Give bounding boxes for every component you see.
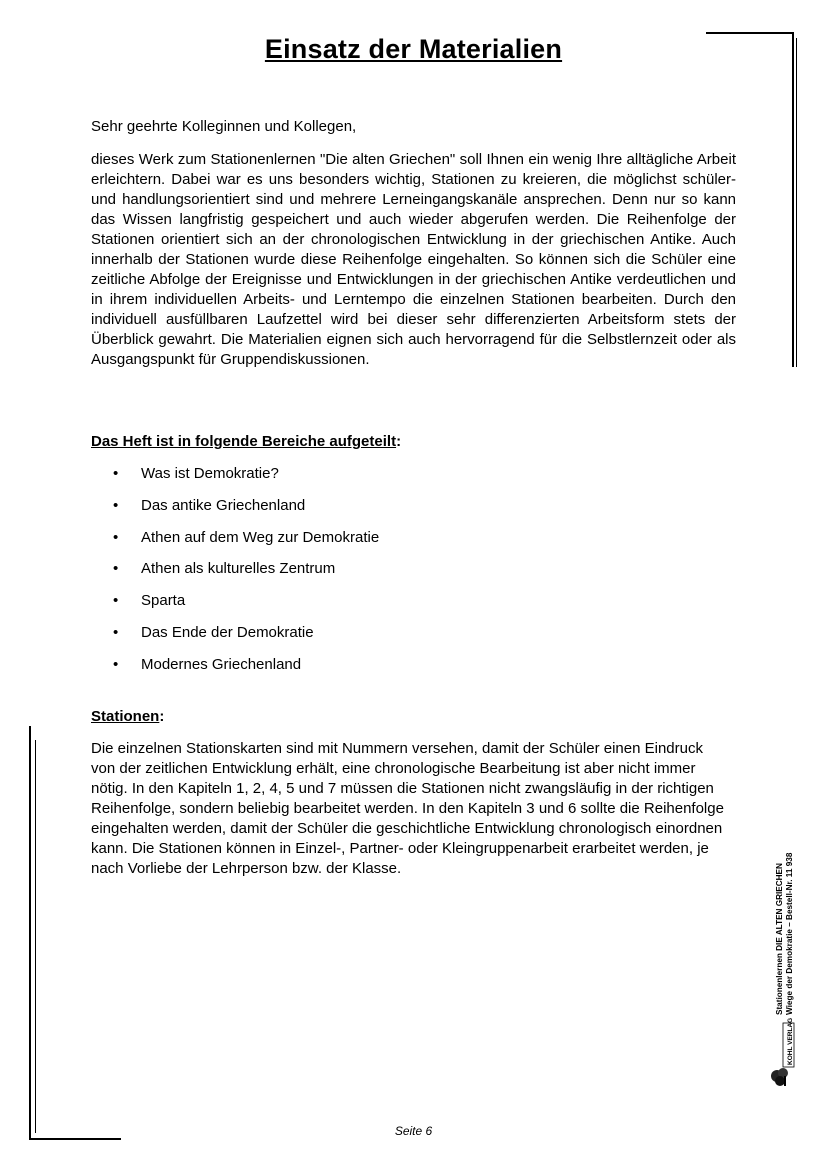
areas-heading-text: Das Heft ist in folgende Bereiche aufgeteilt xyxy=(91,433,397,450)
list-item xyxy=(91,623,379,655)
bullet: • xyxy=(113,496,119,514)
stations-paragraph: Die einzelnen Stationskarten sind mit Nummern versehen, damit der Schüler einen Eindruck von der zeitlichen Entwicklung erhält, eine chronologische Bearbeitung ist aber nicht immer nötig. In den Kapiteln 1, 2, 4, 5 und 7 müssen die Stationen nicht zwangsläufig in der richtigen Reihenfolge, sondern beliebig bearbeitet werden. In den Kapiteln 3 und 6 sollte die Reihenfolge eingehalten werden, damit der Schüler die geschichtliche Entwicklung chronologisch einordnen kann. Die Stationen können in Einzel-, Partner- oder Kleingruppenarbeit erarbeitet werden, je nach Vorliebe der Lehrperson bzw. der Klasse. xyxy=(91,740,724,877)
side-publication-info xyxy=(775,795,795,1015)
bullet: • xyxy=(113,592,119,610)
frame-top-right-v1 xyxy=(792,32,794,367)
bullet: • xyxy=(113,623,119,641)
areas-heading: Das Heft ist in folgende Bereiche aufgeteilt: xyxy=(91,433,402,450)
side-line-1: Stationenlernen DIE ALTEN GRIECHEN xyxy=(775,863,784,1015)
list-item xyxy=(91,496,379,528)
areas-list xyxy=(91,464,379,687)
publisher-logo xyxy=(768,1018,800,1092)
frame-top-right-v2 xyxy=(796,38,797,367)
list-item-text: Sparta xyxy=(141,592,186,610)
list-item-text: Das Ende der Demokratie xyxy=(141,623,314,641)
list-item-text: Modernes Griechenland xyxy=(141,655,302,673)
list-item-text: Athen auf dem Weg zur Demokratie xyxy=(141,528,380,546)
list-item xyxy=(91,464,379,496)
tree-logo-icon xyxy=(768,1018,800,1092)
logo-text: KOHL VERLAG xyxy=(787,1018,794,1065)
list-item-text: Was ist Demokratie? xyxy=(141,465,279,482)
side-line-2: Wiege der Demokratie – Bestell-Nr. 11 938 xyxy=(785,852,794,1015)
frame-bottom-left-h xyxy=(29,1138,121,1140)
stations-heading: Stationen: xyxy=(91,708,165,725)
frame-bottom-left-v2 xyxy=(35,740,36,1133)
list-item xyxy=(91,591,379,623)
bullet: • xyxy=(113,655,119,673)
list-item-text: Athen als kulturelles Zentrum xyxy=(141,560,336,578)
page-number: Seite 6 xyxy=(394,1124,433,1138)
stations-heading-text: Stationen xyxy=(91,708,160,725)
bullet: • xyxy=(113,560,119,578)
greeting: Sehr geehrte Kolleginnen und Kollegen, xyxy=(91,118,357,135)
list-item xyxy=(91,655,379,687)
bullet: • xyxy=(113,465,119,482)
page-title: Einsatz der Materialien xyxy=(264,34,563,64)
list-item xyxy=(91,528,379,560)
list-item xyxy=(91,559,379,591)
list-item-text: Das antike Griechenland xyxy=(141,496,306,514)
frame-bottom-left-v1 xyxy=(29,726,31,1140)
bullet: • xyxy=(113,528,119,546)
intro-paragraph: dieses Werk zum Stationenlernen "Die alten Griechen" soll Ihnen ein wenig Ihre alltägliche Arbeit erleichtern. Dabei war es uns besonders wichtig, Stationen zu kreieren, die möglichst schüler- und handlungsorientiert sind und mehrere Lerneingangskanäle ansprechen. Denn nur so kann das Wissen langfristig gespeichert und auch wieder abgerufen werden. Die Reihenfolge der Stationen orientiert sich an der chronologischen Entwicklung in der griechischen Antike. Auch innerhalb der Stationen wurde diese Reihenfolge eingehalten. So können sich die Schüler eine zeitliche Abfolge der Ereignisse und Entwicklungen in der griechischen Antike verdeutlichen und in ihrem individuellen Arbeits- und Lerntempo die einzelnen Stationen bearbeiten. Durch den individuell ausfüllbaren Laufzettel wird bei dieser sehr differenzierten Arbeitsform stets der Überblick gewahrt. Die Materialien eignen sich auch hervorragend für die Selbstlernzeit oder als Ausgangspunkt für Gruppendiskussionen. xyxy=(91,151,736,368)
